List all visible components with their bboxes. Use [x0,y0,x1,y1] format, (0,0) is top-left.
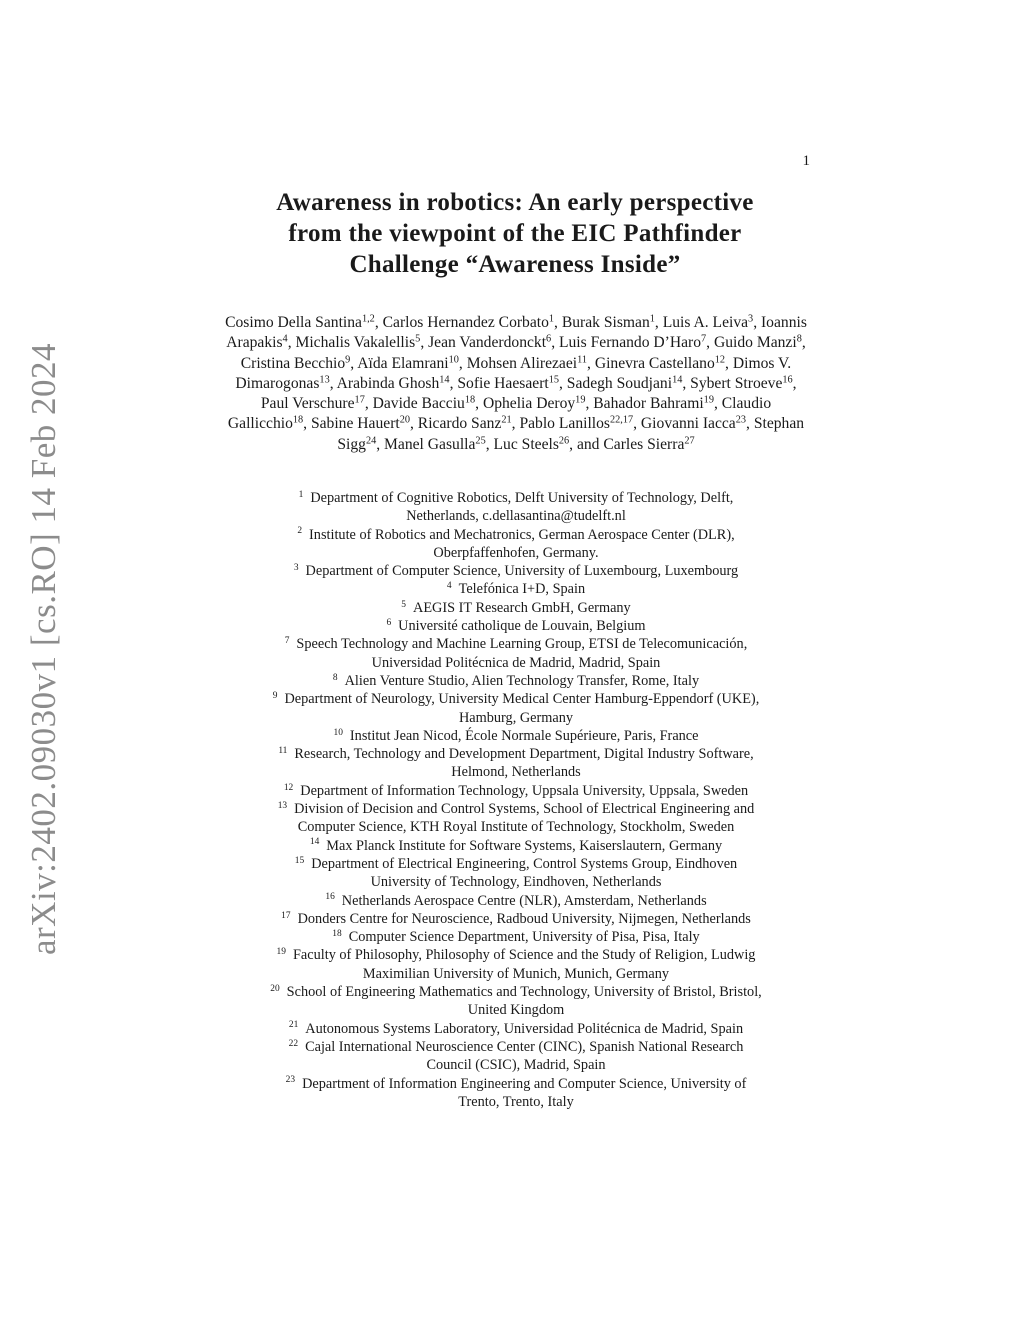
author-affiliation-mark: 19 [575,394,586,406]
affiliation-number: 12 [283,782,294,793]
author-separator: , [329,374,337,392]
affiliation-text: Trento, Trento, Italy [458,1093,574,1110]
affiliation-line [232,782,800,800]
author-name: Bahador Bahrami [593,395,704,413]
affiliation-text: Department of Cognitive Robotics, Delft University of Technology, Delft, [310,490,734,506]
affiliation-number: 17 [281,910,291,921]
author-name: Luis Fernando D’Haro [558,334,702,352]
author-name: Ginevra Castellano [594,354,715,372]
author-entry [603,436,694,453]
author-separator: , [725,354,733,372]
author-entry [519,415,633,432]
author-name: Dimos V. Dimarogonas [235,354,792,392]
author-entry [690,375,793,392]
author-name: Carles Sierra [603,435,685,453]
author-affiliation-mark: 4 [282,333,288,345]
author-affiliation-mark: 8 [796,333,802,345]
affiliation-line [232,892,800,910]
author-entry [261,395,365,412]
affiliation-text: Research, Technology and Development Department, Digital Industry Software, [294,746,754,763]
author-name: Claudio Gallicchio [227,395,772,433]
author-separator: , [551,334,559,352]
affiliation-number: 16 [325,892,335,903]
author-name: Sadegh Soudjani [566,374,673,392]
affiliation-line [232,635,800,653]
author-separator: , [801,334,806,352]
affiliation-line [232,709,800,727]
affiliation-line [232,1056,800,1074]
affiliation-line [232,727,800,745]
author-affiliation-mark: 23 [735,414,747,426]
affiliation-text: Division of Decision and Control Systems, School of Electrical Engineering and [294,801,755,818]
affiliation-line [232,818,800,836]
affiliation-text: Hamburg, Germany [458,709,574,726]
author-affiliation-mark: 19 [703,394,714,406]
author-separator: , [303,415,311,433]
affiliation-text: Faculty of Philosophy, Philosophy of Science and the Study of Religion, Ludwig [292,947,756,964]
affiliation-number: 2 [297,526,303,537]
author-affiliation-mark: 17 [354,394,365,406]
author-name: Ricardo Sanz [417,415,502,433]
affiliation-number: 1 [298,489,304,500]
author-name: Ioannis Arapakis [226,314,807,352]
author-name: Giovanni Iacca [640,415,736,433]
author-entry [714,334,802,351]
author-affiliation-mark: 24 [365,435,377,447]
author-separator: , and [569,435,604,453]
affiliation-number: 23 [285,1075,296,1086]
affiliation-line [232,1001,800,1019]
author-affiliation-mark: 14 [439,374,450,386]
affiliation-text: Maximilian University of Munich, Munich, Germany [362,965,670,982]
affiliation-text: Universidad Politécnica de Madrid, Madrid, Spain [371,654,661,671]
author-name: Jean Vanderdonckt [428,334,547,352]
affiliation-text: Max Planck Institute for Software Systems, Kaiserslautern, Germany [326,837,723,854]
affiliation-number: 3 [293,563,299,573]
affiliation-text: University of Technology, Eindhoven, Netherlands [370,874,662,891]
affiliation-line [232,544,800,562]
author-affiliation-mark: 21 [501,414,512,426]
affiliation-text: Council (CSIC), Madrid, Spain [426,1057,606,1074]
author-separator: , [753,314,761,331]
author-separator: , [654,314,663,331]
author-name: Stephan Sigg [337,415,805,453]
author-entry [357,355,459,372]
author-affiliation-mark: 16 [782,374,793,386]
author-name: Michalis Vakalellis [295,334,416,352]
author-separator: , [458,354,467,372]
affiliation-text: Cajal International Neuroscience Center (CINC), Spanish National Research [305,1038,744,1055]
author-entry [311,415,410,432]
author-affiliation-mark: 6 [546,333,552,345]
author-separator: , [706,334,714,352]
author-name: Ophelia Deroy [482,395,576,413]
author-entry [562,314,655,331]
author-name: Sabine Hauert [310,415,400,433]
affiliation-number: 15 [294,855,305,866]
affiliation-number: 7 [284,636,290,647]
author-name: Pablo Lanillos [519,415,610,433]
author-separator: , [410,415,418,433]
author-affiliation-mark: 12 [714,353,726,365]
affiliation-text: Department of Information Technology, Uppsala University, Uppsala, Sweden [300,782,749,799]
affiliation-number: 21 [288,1020,299,1031]
affiliation-text: Department of Information Engineering and Computer Science, University of [302,1075,747,1092]
affiliation-number: 6 [386,617,392,628]
author-name: Sybert Stroeve [690,374,783,392]
affiliation-text: Computer Science Department, University of Pisa, Pisa, Italy [348,929,700,946]
author-name: Carlos Hernandez Corbato [382,314,549,331]
page-number: 1 [802,153,810,169]
author-entry [483,395,586,412]
affiliation-line [232,489,800,507]
affiliation-text: Alien Venture Studio, Alien Technology Transfer, Rome, Italy [344,672,700,689]
author-name: Manel Gasulla [384,435,476,453]
author-name: Guido Manzi [713,334,797,352]
author-separator: , [449,374,458,392]
affiliation-text: Speech Technology and Machine Learning Group, ETSI de Telecomunicación, [296,636,748,653]
affiliation-line [232,580,800,598]
author-name: Luc Steels [493,435,559,453]
author-entry [663,314,753,331]
author-entry [641,415,746,432]
affiliation-text: United Kingdom [467,1002,565,1019]
affiliation-text: Donders Centre for Neuroscience, Radboud University, Nijmegen, Netherlands [297,910,751,927]
author-separator: , [554,314,562,331]
author-name: Mohsen Alirezaei [466,354,578,372]
affiliation-line [232,672,800,690]
affiliation-number: 9 [272,691,278,702]
author-name: Cristina Becchio [240,354,346,372]
affiliation-line [232,946,800,964]
author-affiliation-mark: 10 [448,353,459,365]
affiliation-line [232,599,800,617]
author-entry [595,355,725,372]
affiliation-list [232,489,800,1111]
affiliation-number: 14 [309,837,320,848]
affiliation-text: Department of Electrical Engineering, Control Systems Group, Eindhoven [311,855,738,872]
author-affiliation-mark: 27 [684,435,695,447]
affiliation-text: AEGIS IT Research GmbH, Germany [413,599,631,616]
author-name: Paul Verschure [260,395,355,413]
paper-title-line: from the viewpoint of the EIC Pathfinder [288,220,742,247]
author-affiliation-mark: 15 [548,374,559,386]
affiliation-line [232,1075,800,1093]
affiliation-line [232,928,800,946]
author-separator: , [374,314,383,331]
author-name: Aïda Elamrani [357,354,449,372]
affiliation-line [232,763,800,781]
author-entry [373,395,476,412]
affiliation-number: 19 [276,947,286,958]
affiliation-line [232,800,800,818]
author-affiliation-mark: 22,17 [609,414,634,426]
affiliation-text: Institut Jean Nicod, École Normale Supérieure, Paris, France [349,727,699,744]
author-affiliation-mark: 26 [558,435,570,447]
author-affiliation-mark: 13 [319,374,330,386]
author-separator: , [587,354,595,372]
author-entry [383,314,554,331]
author-entry [337,375,450,392]
affiliation-line [232,1038,800,1056]
author-affiliation-mark: 18 [292,414,304,426]
affiliation-text: Oberpfaffenhofen, Germany. [433,544,599,561]
affiliation-text: Université catholique de Louvain, Belgium [398,618,646,635]
author-entry [467,355,587,372]
author-affiliation-mark: 9 [345,353,351,365]
author-entry [559,334,706,351]
affiliation-line [232,617,800,635]
author-separator: , [420,334,429,352]
author-separator: , [376,435,385,453]
author-separator: , [682,374,691,392]
paper-title [220,187,810,280]
author-separator: , [713,395,722,413]
author-separator: , [585,395,594,413]
affiliation-line [232,1093,800,1111]
affiliation-number: 5 [401,599,406,610]
affiliation-text: Netherlands Aerospace Centre (NLR), Amsterdam, Netherlands [341,892,707,909]
author-affiliation-mark: 1,2 [361,313,375,325]
author-entry [225,314,375,331]
author-entry [384,436,486,453]
author-entry [567,375,683,392]
affiliation-line [232,910,800,928]
affiliation-line [232,1020,800,1038]
author-affiliation-mark: 18 [464,394,476,406]
author-separator: , [485,435,494,453]
affiliation-line [232,855,800,873]
affiliation-text: Computer Science, KTH Royal Institute of Technology, Stockholm, Sweden [297,819,735,836]
author-list [224,313,808,455]
author-affiliation-mark: 1 [548,313,555,325]
author-separator: , [287,334,296,352]
author-name: Burak Sisman [561,314,650,331]
affiliation-number: 20 [270,983,280,994]
author-separator: , [511,415,520,433]
author-affiliation-mark: 14 [672,374,683,386]
author-affiliation-mark: 5 [415,333,421,345]
author-name: Sofie Haesaert [457,374,549,392]
author-separator: , [559,374,567,392]
affiliation-line [232,690,800,708]
author-affiliation-mark: 7 [701,333,707,345]
affiliation-line [232,507,800,525]
affiliation-number: 22 [288,1038,299,1049]
affiliation-number: 8 [332,672,338,683]
affiliation-line [232,983,800,1001]
author-entry [241,355,351,372]
author-affiliation-mark: 1 [649,313,655,325]
author-entry [295,334,420,351]
author-name: Davide Bacciu [372,395,465,413]
author-name: Arabinda Ghosh [336,374,440,392]
author-affiliation-mark: 20 [399,414,410,426]
author-name: Luis A. Leiva [662,314,749,331]
affiliation-number: 18 [332,928,342,939]
affiliation-text: Telefónica I+D, Spain [458,581,586,598]
author-entry [457,375,559,392]
author-name: Cosimo Della Santina [225,314,362,331]
affiliation-text: Institute of Robotics and Mechatronics, German Aerospace Center (DLR), [309,526,735,543]
author-separator: , [746,415,754,433]
author-affiliation-mark: 11 [577,353,588,365]
affiliation-line [232,562,800,580]
affiliation-text: Department of Computer Science, University of Luxembourg, Luxembourg [305,563,739,580]
author-entry [494,436,570,453]
arxiv-identifier-text: arXiv:2402.09030v1 [cs.RO] 14 Feb 2024 [24,342,64,956]
affiliation-text: Netherlands, c.dellasantina@tudelft.nl [406,508,626,525]
affiliation-text: Department of Neurology, University Medical Center Hamburg-Eppendorf (UKE), [284,691,760,708]
affiliation-number: 13 [277,800,288,811]
author-entry [428,334,551,351]
affiliation-line [232,873,800,891]
affiliation-text: Helmond, Netherlands [451,764,581,781]
author-separator: , [633,415,641,433]
author-separator: , [350,354,358,372]
author-separator: , [475,395,483,413]
paper-title-line: Challenge “Awareness Inside” [349,251,681,278]
author-entry [418,415,512,432]
author-entry [593,395,714,412]
affiliation-line [232,526,800,544]
affiliation-line [232,837,800,855]
affiliation-number: 4 [446,581,452,592]
arxiv-identifier [22,342,66,956]
affiliation-number: 10 [333,727,343,738]
affiliation-number: 11 [278,745,288,756]
affiliation-text: Autonomous Systems Laboratory, Universidad Politécnica de Madrid, Spain [305,1020,744,1037]
affiliation-line [232,965,800,983]
author-separator: , [364,395,373,413]
author-separator: , [792,374,797,392]
author-affiliation-mark: 25 [475,435,486,447]
affiliation-text: School of Engineering Mathematics and Technology, University of Bristol, Bristol, [286,984,762,1001]
author-affiliation-mark: 3 [748,313,754,325]
affiliation-line [232,745,800,763]
paper-title-line: Awareness in robotics: An early perspective [276,189,754,216]
affiliation-line [232,654,800,672]
